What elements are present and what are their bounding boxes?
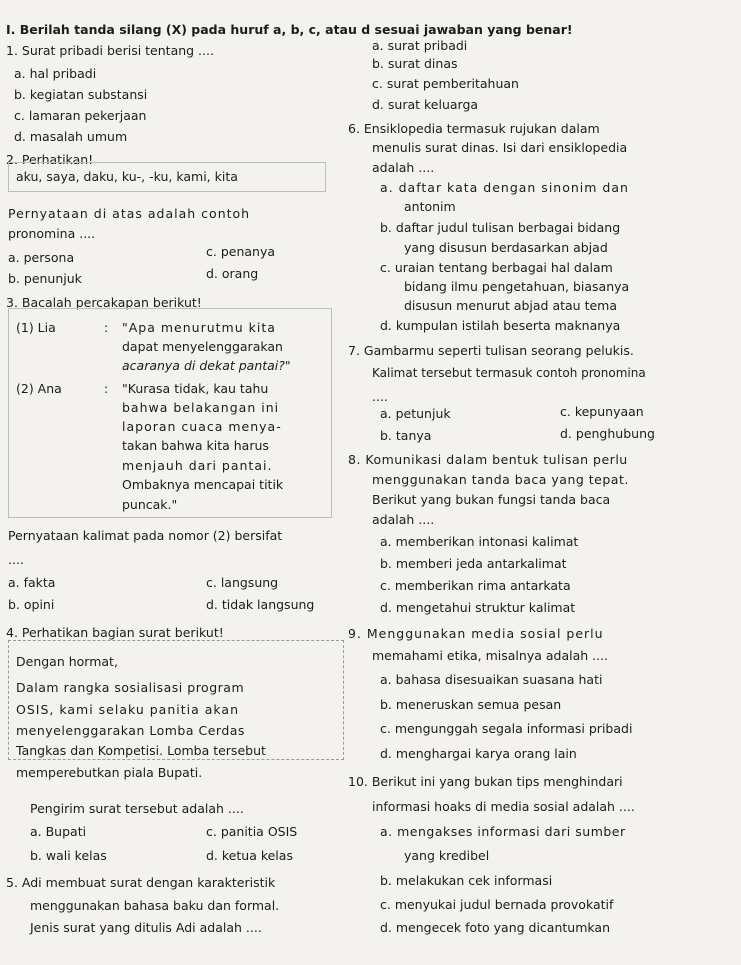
q3-stem: 3. Bacalah percakapan berikut!	[6, 295, 202, 310]
q4-letter-line1: Dengan hormat,	[16, 654, 118, 669]
q6-line3: adalah ....	[372, 160, 435, 175]
q10-option-d[interactable]: d. mengecek foto yang dicantumkan	[380, 920, 610, 935]
q8-line3: Berikut yang bukan fungsi tanda baca	[372, 492, 611, 507]
q2-stem: 2. Perhatikan!	[6, 152, 94, 167]
q6-option-c[interactable]: c. uraian tentang berbagai hal dalam	[380, 260, 613, 275]
q6-line2: menulis surat dinas. Isi dari ensiklopedia	[372, 140, 628, 155]
q2-line1: Pernyataan di atas adalah contoh	[8, 206, 251, 221]
q5-line1: 5. Adi membuat surat dengan karakteristik	[6, 875, 276, 890]
q1-option-a[interactable]: a. hal pribadi	[14, 66, 97, 81]
q7-line1: 7. Gambarmu seperti tulisan seorang pelukis.	[348, 343, 634, 358]
q4-letter-line2: Dalam rangka sosialisasi program	[16, 680, 245, 695]
q3-colon-1: :	[104, 320, 109, 335]
q1-option-b[interactable]: b. kegiatan substansi	[14, 87, 148, 102]
q6-option-c-cont1: bidang ilmu pengetahuan, biasanya	[404, 279, 630, 294]
q3-line1: Pernyataan kalimat pada nomor (2) bersifat	[8, 528, 283, 543]
q2-quote-text: aku, saya, daku, ku-, -ku, kami, kita	[16, 169, 238, 184]
q8-option-d[interactable]: d. mengetahui struktur kalimat	[380, 600, 576, 615]
q3-option-a[interactable]: a. fakta	[8, 575, 56, 590]
q5-line2: menggunakan bahasa baku dan formal.	[30, 898, 280, 913]
q4-letter-line3: OSIS, kami selaku panitia akan	[16, 702, 239, 717]
q4-option-b[interactable]: b. wali kelas	[30, 848, 107, 863]
q5-line3: Jenis surat yang ditulis Adi adalah ....	[30, 920, 262, 935]
q8-line1: 8. Komunikasi dalam bentuk tulisan perlu	[348, 452, 628, 467]
q10-option-b[interactable]: b. melakukan cek informasi	[380, 873, 553, 888]
q4-stem: 4. Perhatikan bagian surat berikut!	[6, 625, 224, 640]
q3-lia-line1: "Apa menurutmu kita	[122, 320, 276, 335]
q6-option-d[interactable]: d. kumpulan istilah beserta maknanya	[380, 318, 621, 333]
q4-line1: Pengirim surat tersebut adalah ....	[30, 801, 244, 816]
q4-option-d[interactable]: d. ketua kelas	[206, 848, 293, 863]
q2-option-a[interactable]: a. persona	[8, 250, 75, 265]
q4-option-c[interactable]: c. panitia OSIS	[206, 824, 298, 839]
q2-line2: pronomina ....	[8, 226, 96, 241]
q1-option-d-right[interactable]: d. surat keluarga	[372, 97, 479, 112]
q7-line2: Kalimat tersebut termasuk contoh pronomina	[372, 366, 646, 380]
q3-lia-line3: acaranya di dekat pantai?"	[122, 358, 291, 373]
q7-option-d[interactable]: d. penghubung	[560, 426, 655, 441]
q10-line1: 10. Berikut ini yang bukan tips menghindari	[348, 774, 623, 789]
q8-option-c[interactable]: c. memberikan rima antarkata	[380, 578, 571, 593]
q6-line1: 6. Ensiklopedia termasuk rujukan dalam	[348, 121, 600, 136]
q10-line2: informasi hoaks di media sosial adalah ....	[372, 799, 635, 814]
q3-ana-line6: Ombaknya mencapai titik	[122, 477, 284, 492]
q9-line2: memahami etika, misalnya adalah ....	[372, 648, 609, 663]
q3-option-d[interactable]: d. tidak langsung	[206, 597, 315, 612]
q10-option-c[interactable]: c. menyukai judul bernada provokatif	[380, 897, 614, 912]
q2-option-c[interactable]: c. penanya	[206, 244, 276, 259]
q4-option-a[interactable]: a. Bupati	[30, 824, 87, 839]
q1-option-c-right[interactable]: c. surat pemberitahuan	[372, 76, 519, 91]
q9-option-d[interactable]: d. menghargai karya orang lain	[380, 746, 577, 761]
q1-option-c[interactable]: c. lamaran pekerjaan	[14, 108, 147, 123]
q8-option-a[interactable]: a. memberikan intonasi kalimat	[380, 534, 579, 549]
q8-option-b[interactable]: b. memberi jeda antarkalimat	[380, 556, 567, 571]
q3-ana-line3: laporan cuaca menya-	[122, 419, 282, 434]
q7-line3: ....	[372, 389, 388, 404]
q3-speaker-1: (1) Lia	[16, 320, 56, 335]
q3-ana-line4: takan bahwa kita harus	[122, 438, 269, 453]
q3-option-b[interactable]: b. opini	[8, 597, 55, 612]
q6-option-a[interactable]: a. daftar kata dengan sinonim dan	[380, 180, 629, 195]
q3-ana-line7: puncak."	[122, 497, 178, 512]
q7-option-b[interactable]: b. tanya	[380, 428, 432, 443]
q6-option-a-cont: antonim	[404, 199, 456, 214]
q3-colon-2: :	[104, 381, 109, 396]
q1-option-a-right[interactable]: a. surat pribadi	[372, 38, 468, 53]
q7-option-a[interactable]: a. petunjuk	[380, 406, 451, 421]
q6-option-b-cont: yang disusun berdasarkan abjad	[404, 240, 608, 255]
q9-line1: 9. Menggunakan media sosial perlu	[348, 626, 604, 641]
q1-stem: 1. Surat pribadi berisi tentang ....	[6, 43, 214, 58]
q9-option-c[interactable]: c. mengunggah segala informasi pribadi	[380, 721, 633, 736]
q2-option-b[interactable]: b. penunjuk	[8, 271, 82, 286]
q7-option-c[interactable]: c. kepunyaan	[560, 404, 644, 419]
q1-option-b-right[interactable]: b. surat dinas	[372, 56, 458, 71]
q10-option-a-cont: yang kredibel	[404, 848, 490, 863]
q8-line4: adalah ....	[372, 512, 435, 527]
q3-lia-line2: dapat menyelenggarakan	[122, 339, 283, 354]
q3-line2: ....	[8, 552, 24, 567]
q4-letter-line6: memperebutkan piala Bupati.	[16, 765, 203, 780]
instruction: I. Berilah tanda silang (X) pada huruf a, b, c, atau d sesuai jawaban yang benar!	[6, 22, 573, 37]
q2-option-d[interactable]: d. orang	[206, 266, 259, 281]
q3-speaker-2: (2) Ana	[16, 381, 62, 396]
q9-option-b[interactable]: b. meneruskan semua pesan	[380, 697, 562, 712]
q4-letter-line5: Tangkas dan Kompetisi. Lomba tersebut	[16, 743, 266, 758]
q3-option-c[interactable]: c. langsung	[206, 575, 279, 590]
q6-option-c-cont2: disusun menurut abjad atau tema	[404, 298, 618, 313]
q3-ana-line2: bahwa belakangan ini	[122, 400, 280, 415]
q3-ana-line5: menjauh dari pantai.	[122, 458, 273, 473]
q8-line2: menggunakan tanda baca yang tepat.	[372, 472, 629, 487]
q10-option-a[interactable]: a. mengakses informasi dari sumber	[380, 824, 626, 839]
q6-option-b[interactable]: b. daftar judul tulisan berbagai bidang	[380, 220, 621, 235]
q9-option-a[interactable]: a. bahasa disesuaikan suasana hati	[380, 672, 603, 687]
q3-ana-line1: "Kurasa tidak, kau tahu	[122, 381, 269, 396]
q1-option-d[interactable]: d. masalah umum	[14, 129, 128, 144]
q4-letter-line4: menyelenggarakan Lomba Cerdas	[16, 723, 245, 738]
